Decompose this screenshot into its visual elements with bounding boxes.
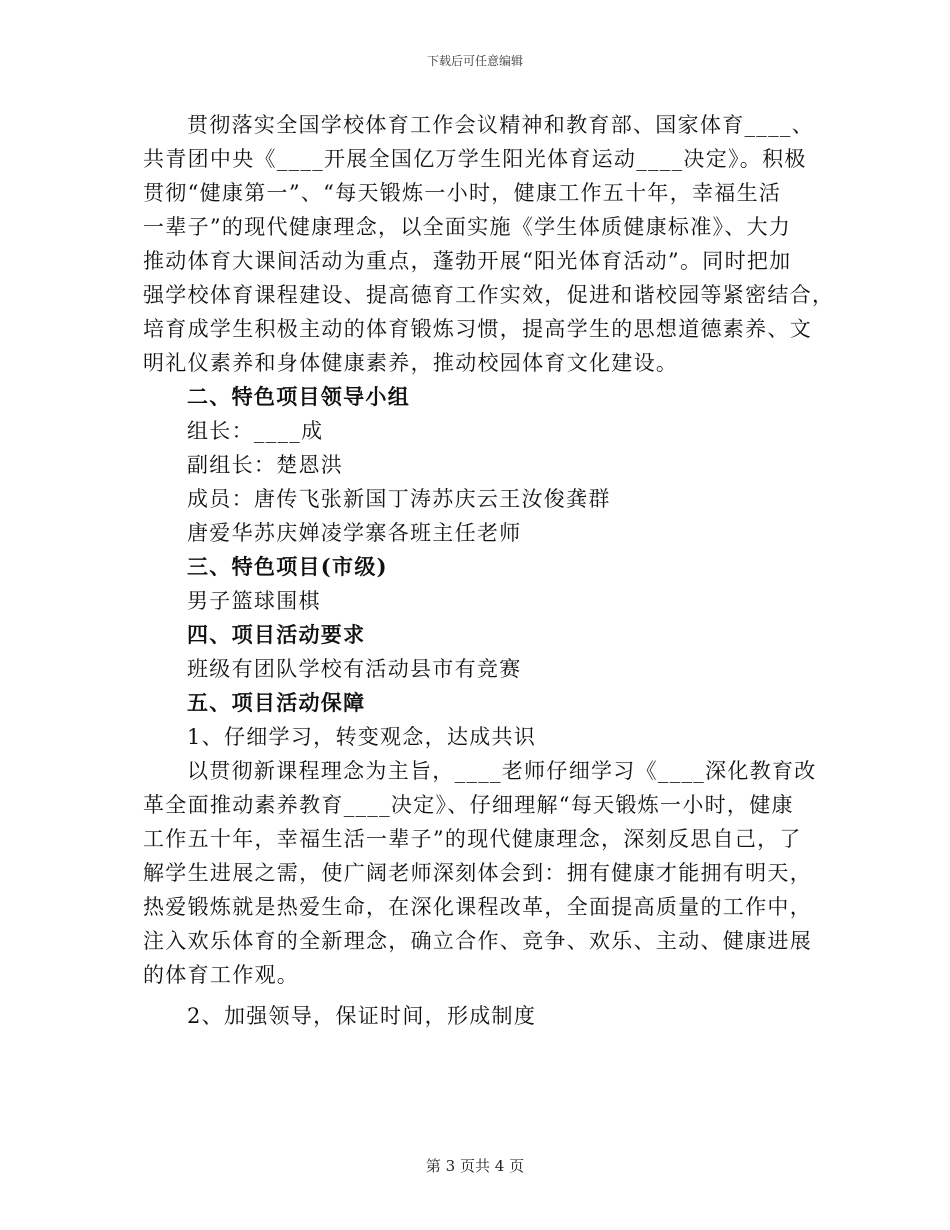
paragraph-line: 以贯彻新课程理念为主旨，____老师仔细学习《____深化教育改 <box>187 759 817 783</box>
activity-requirements: 班级有团队学校有活动县市有竞赛 <box>187 657 522 681</box>
paragraph-line: 工作五十年，幸福生活一辈子”的现代健康理念，深刻反思自己，了 <box>143 827 802 851</box>
paragraph-line: 强学校体育课程建设、提高德育工作实效，促进和谐校园等紧密结合， <box>143 283 835 307</box>
members-line: 成员：唐传飞张新国丁涛苏庆云王汝俊龚群 <box>187 487 611 511</box>
paragraph-line: 热爱锻炼就是热爱生命，在深化课程改革，全面提高质量的工作中， <box>143 895 812 919</box>
section-heading-4: 四、项目活动要求 <box>187 622 366 647</box>
paragraph-line: 推动体育大课间活动为重点，蓬勃开展“阳光体育活动”。同时把加 <box>143 249 792 273</box>
page-header: 下载后可任意编辑 <box>426 54 523 68</box>
paragraph-line: 革全面推动素养教育____决定》、仔细理解“每天锻炼一小时，健康 <box>143 793 794 817</box>
paragraph-line: 培育成学生积极主动的体育锻炼习惯，提高学生的思想道德素养、文 <box>143 317 812 341</box>
subheading-1: 1、仔细学习，转变观念，达成共识 <box>187 725 537 749</box>
members-line-continued: 唐爱华苏庆婵凌学寨各班主任老师 <box>187 521 522 545</box>
paragraph-line: 一辈子”的现代健康理念，以全面实施《学生体质健康标准》、大力 <box>143 215 792 239</box>
feature-projects: 男子篮球围棋 <box>187 589 321 613</box>
section-heading-2: 二、特色项目领导小组 <box>187 384 410 409</box>
vice-leader-line: 副组长：楚恩洪 <box>187 453 344 477</box>
subheading-2: 2、加强领导，保证时间，形成制度 <box>187 1004 537 1028</box>
paragraph-line: 共青团中央《____开展全国亿万学生阳光体育运动____决定》。积极 <box>143 147 807 171</box>
paragraph-line: 贯彻落实全国学校体育工作会议精神和教育部、国家体育____、 <box>187 113 814 137</box>
leader-line: 组长：____成 <box>187 419 324 443</box>
page-footer: 第 3 页共 4 页 <box>425 1157 525 1175</box>
paragraph-line: 注入欢乐体育的全新理念，确立合作、竞争、欢乐、主动、健康进展 <box>143 929 812 953</box>
paragraph-line: 贯彻“健康第一”、“每天锻炼一小时，健康工作五十年，幸福生活 <box>143 181 782 205</box>
paragraph-line: 的体育工作观。 <box>143 963 300 987</box>
paragraph-line: 明礼仪素养和身体健康素养，推动校园体育文化建设。 <box>143 351 679 375</box>
paragraph-line: 解学生进展之需，使广阔老师深刻体会到：拥有健康才能拥有明天， <box>143 861 812 885</box>
section-heading-5: 五、项目活动保障 <box>187 690 366 715</box>
document-body <box>143 113 835 1038</box>
section-heading-3: 三、特色项目(市级) <box>187 554 388 579</box>
